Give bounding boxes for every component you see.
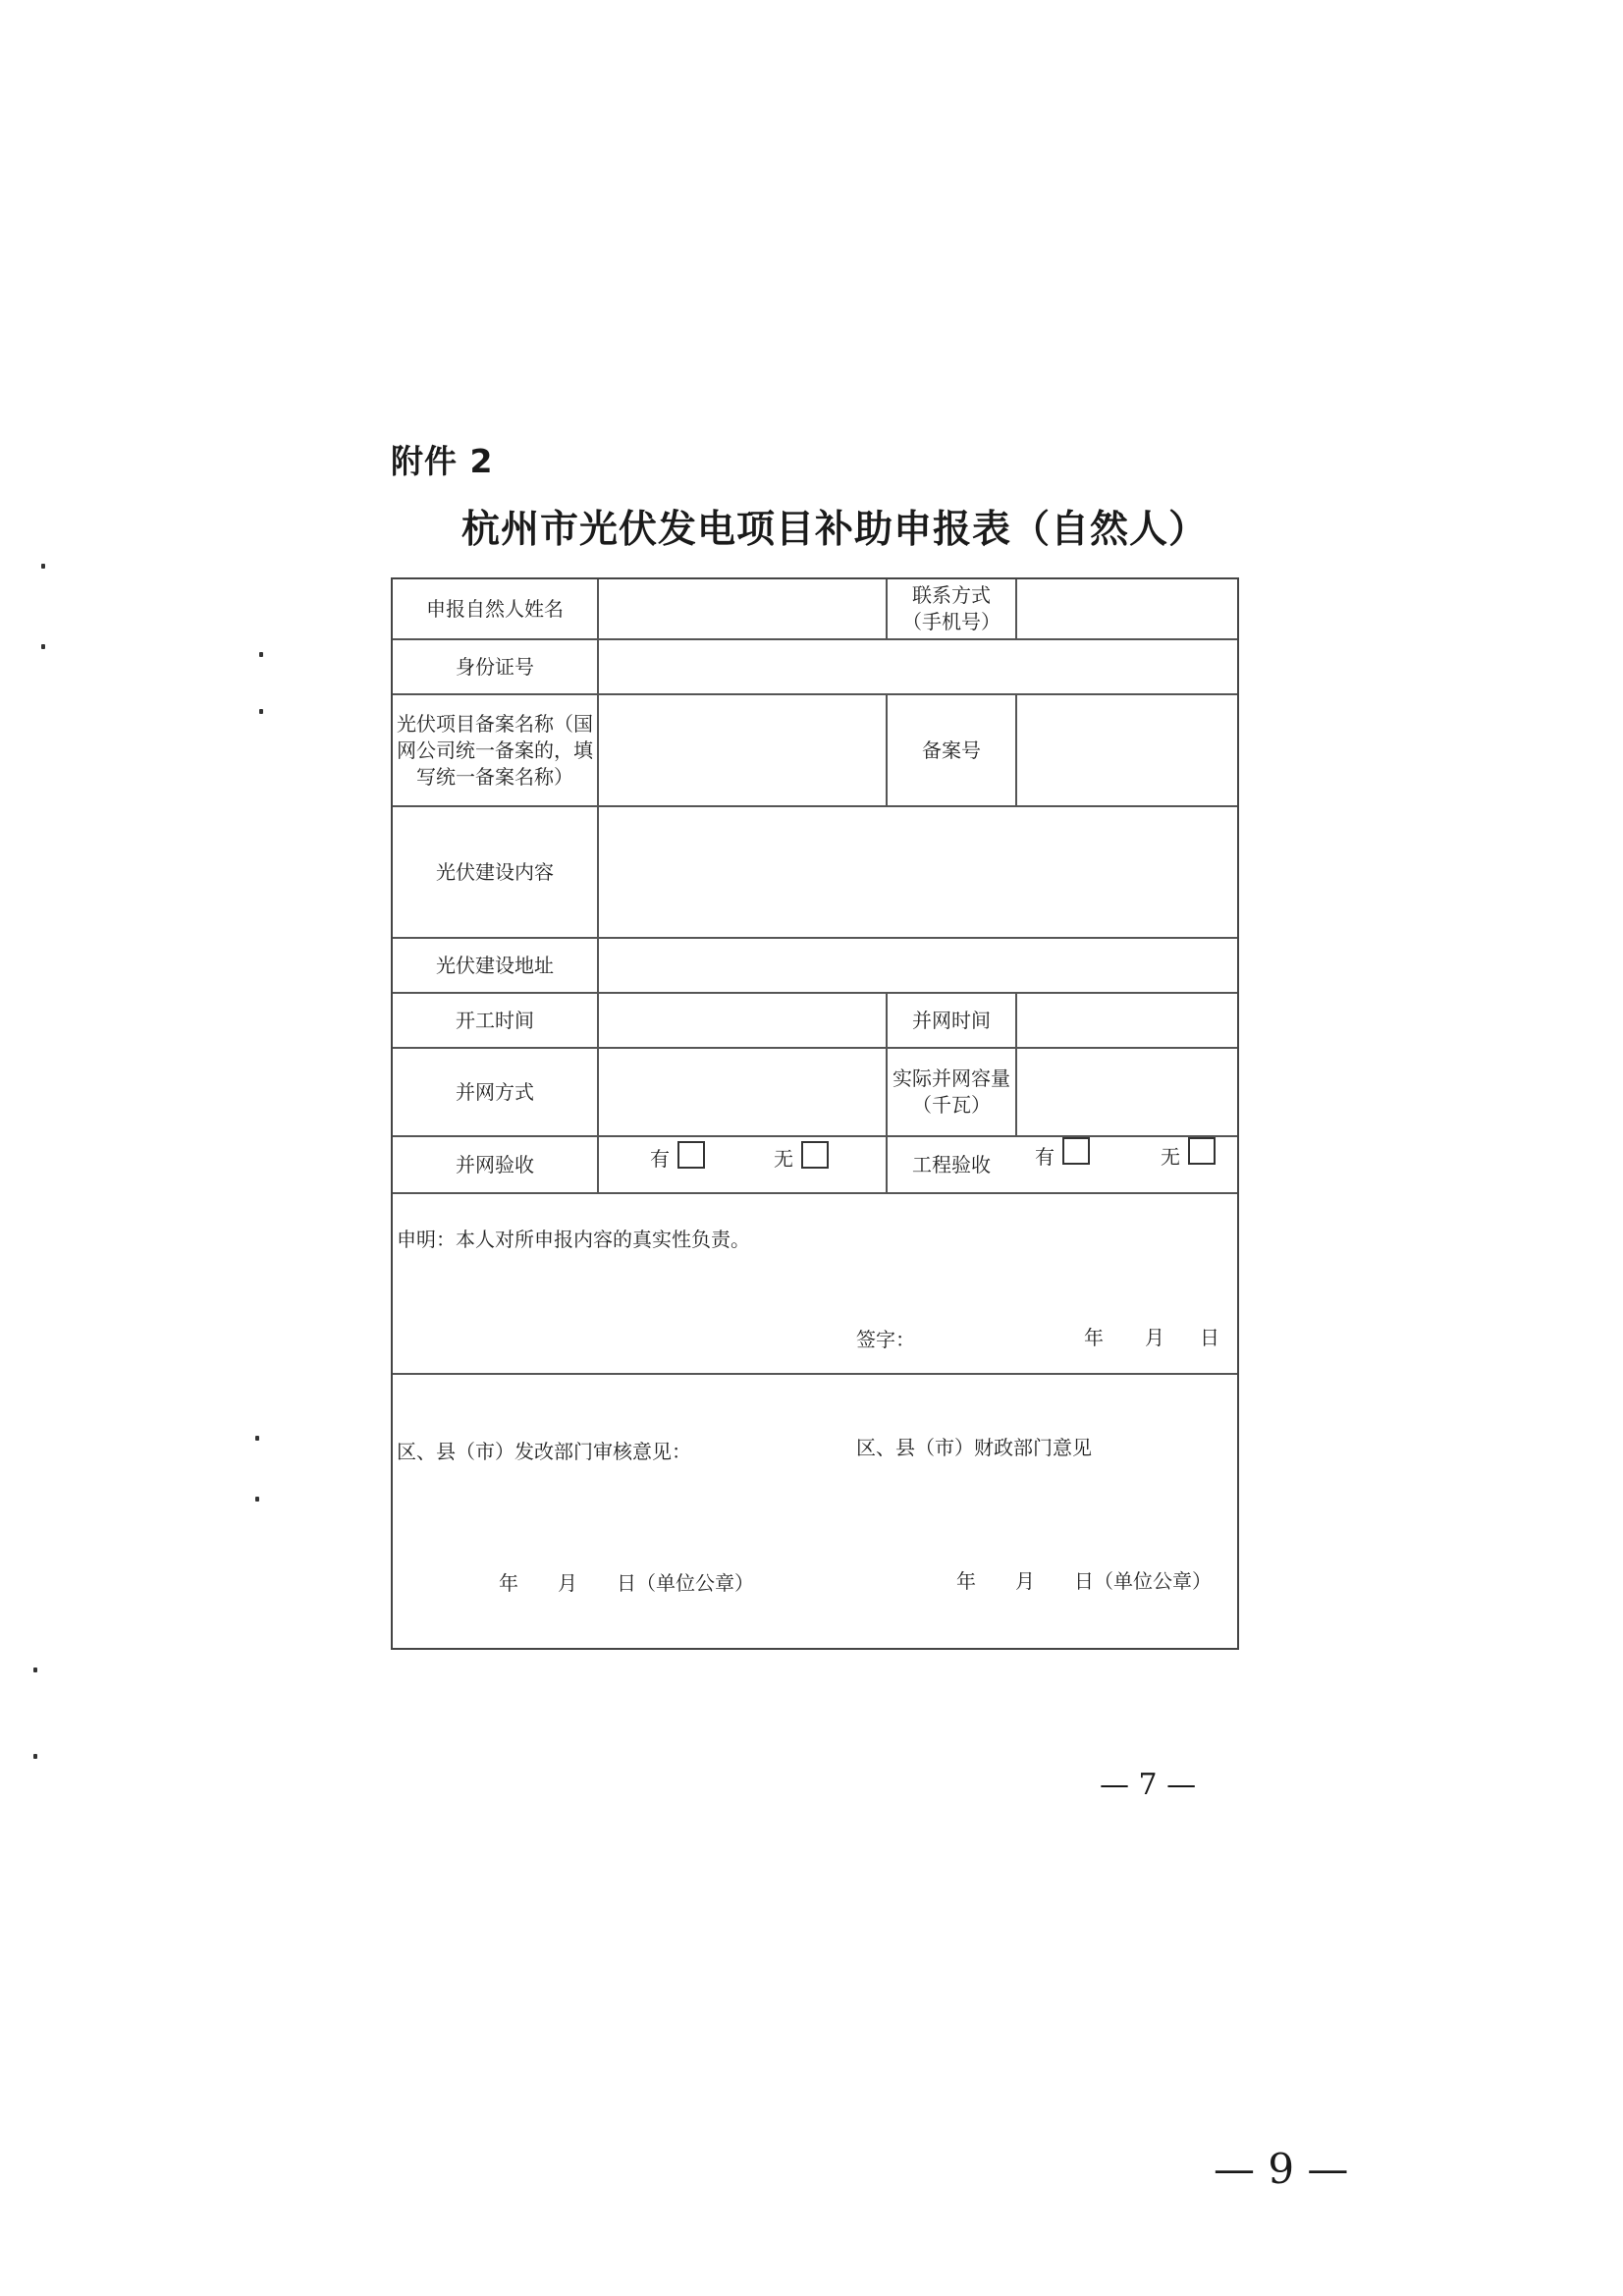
- row-divider: [393, 1192, 1237, 1194]
- actual-capacity-unit: （千瓦）: [912, 1093, 991, 1117]
- contact-label: [888, 579, 1015, 638]
- signature-field[interactable]: [943, 1318, 1037, 1347]
- declaration-month: 月: [1145, 1326, 1164, 1349]
- project-filing-name-line2: 网公司统一备案的，填: [397, 738, 593, 762]
- scan-speck: [259, 709, 263, 714]
- grid-acceptance-yes-label: 有: [650, 1147, 670, 1171]
- start-time-field[interactable]: [599, 994, 886, 1047]
- grid-acceptance-no-checkbox[interactable]: [801, 1141, 829, 1169]
- project-acceptance-yes-label: 有: [1035, 1145, 1055, 1169]
- scan-speck: [33, 1754, 37, 1759]
- project-filing-name-label: [393, 695, 597, 805]
- scan-speck: [259, 652, 263, 657]
- inner-page-number: — 7 —: [1100, 1768, 1197, 1802]
- grid-connection-mode-field[interactable]: [599, 1049, 886, 1135]
- project-filing-name-field[interactable]: [599, 695, 886, 805]
- finance-review-date: 年 月 日（单位公章）: [956, 1569, 1212, 1593]
- actual-capacity-text: 实际并网容量: [893, 1066, 1010, 1090]
- construction-address-label: 光伏建设地址: [436, 953, 554, 977]
- project-acceptance-label: 工程验收: [912, 1152, 991, 1176]
- form-title: 杭州市光伏发电项目补助申报表（自然人）: [461, 507, 1209, 552]
- project-acceptance-no-label: 无: [1161, 1145, 1180, 1169]
- attachment-label: 附件 2: [391, 442, 494, 480]
- id-number-label: 身份证号: [456, 654, 534, 679]
- declaration-day: 日: [1200, 1326, 1219, 1349]
- contact-label-text: 联系方式: [912, 583, 991, 607]
- declaration-year: 年: [1084, 1326, 1104, 1349]
- applicant-name-label: 申报自然人姓名: [426, 596, 564, 621]
- finance-review-field[interactable]: [856, 1473, 1229, 1552]
- row-divider: [393, 1373, 1237, 1375]
- contact-label-sub: （手机号）: [902, 610, 1001, 633]
- development-reform-review-date: 年 月 日（单位公章）: [499, 1571, 754, 1595]
- actual-capacity-field[interactable]: [1017, 1049, 1237, 1135]
- applicant-name-field[interactable]: [599, 579, 886, 638]
- grid-acceptance-yes-checkbox[interactable]: [677, 1141, 705, 1169]
- grid-acceptance-label: 并网验收: [456, 1152, 534, 1176]
- start-time-label: 开工时间: [456, 1008, 534, 1032]
- outer-page-number: — 9 —: [1214, 2145, 1349, 2193]
- application-form: [391, 577, 1239, 1650]
- filing-number-label: 备案号: [922, 738, 981, 762]
- contact-field[interactable]: [1017, 579, 1237, 638]
- scan-speck: [255, 1436, 259, 1441]
- scan-speck: [255, 1497, 259, 1502]
- scan-speck: [33, 1667, 37, 1672]
- grid-acceptance-no-label: 无: [774, 1147, 793, 1171]
- project-filing-name-line1: 光伏项目备案名称（国: [397, 711, 593, 736]
- project-acceptance-no-checkbox[interactable]: [1188, 1137, 1216, 1165]
- grid-connection-time-field[interactable]: [1017, 994, 1237, 1047]
- scan-speck: [41, 564, 45, 569]
- filing-number-field[interactable]: [1017, 695, 1237, 805]
- grid-connection-time-label: 并网时间: [912, 1008, 991, 1032]
- actual-capacity-label: [888, 1049, 1015, 1135]
- finance-review-label: 区、县（市）财政部门意见: [856, 1436, 1092, 1459]
- development-reform-review-label: 区、县（市）发改部门审核意见：: [397, 1440, 691, 1463]
- construction-content-label: 光伏建设内容: [436, 859, 554, 884]
- grid-connection-mode-label: 并网方式: [456, 1079, 534, 1104]
- signature-label: 签字：: [856, 1328, 915, 1351]
- scan-speck: [41, 644, 45, 649]
- id-number-field[interactable]: [599, 640, 1237, 693]
- project-filing-name-line3: 写统一备案名称）: [416, 764, 573, 789]
- declaration-statement: 申明：本人对所申报内容的真实性负责。: [397, 1228, 750, 1251]
- construction-address-field[interactable]: [599, 939, 1237, 992]
- construction-content-field[interactable]: [599, 807, 1237, 937]
- development-reform-review-field[interactable]: [397, 1473, 829, 1552]
- project-acceptance-yes-checkbox[interactable]: [1062, 1137, 1090, 1165]
